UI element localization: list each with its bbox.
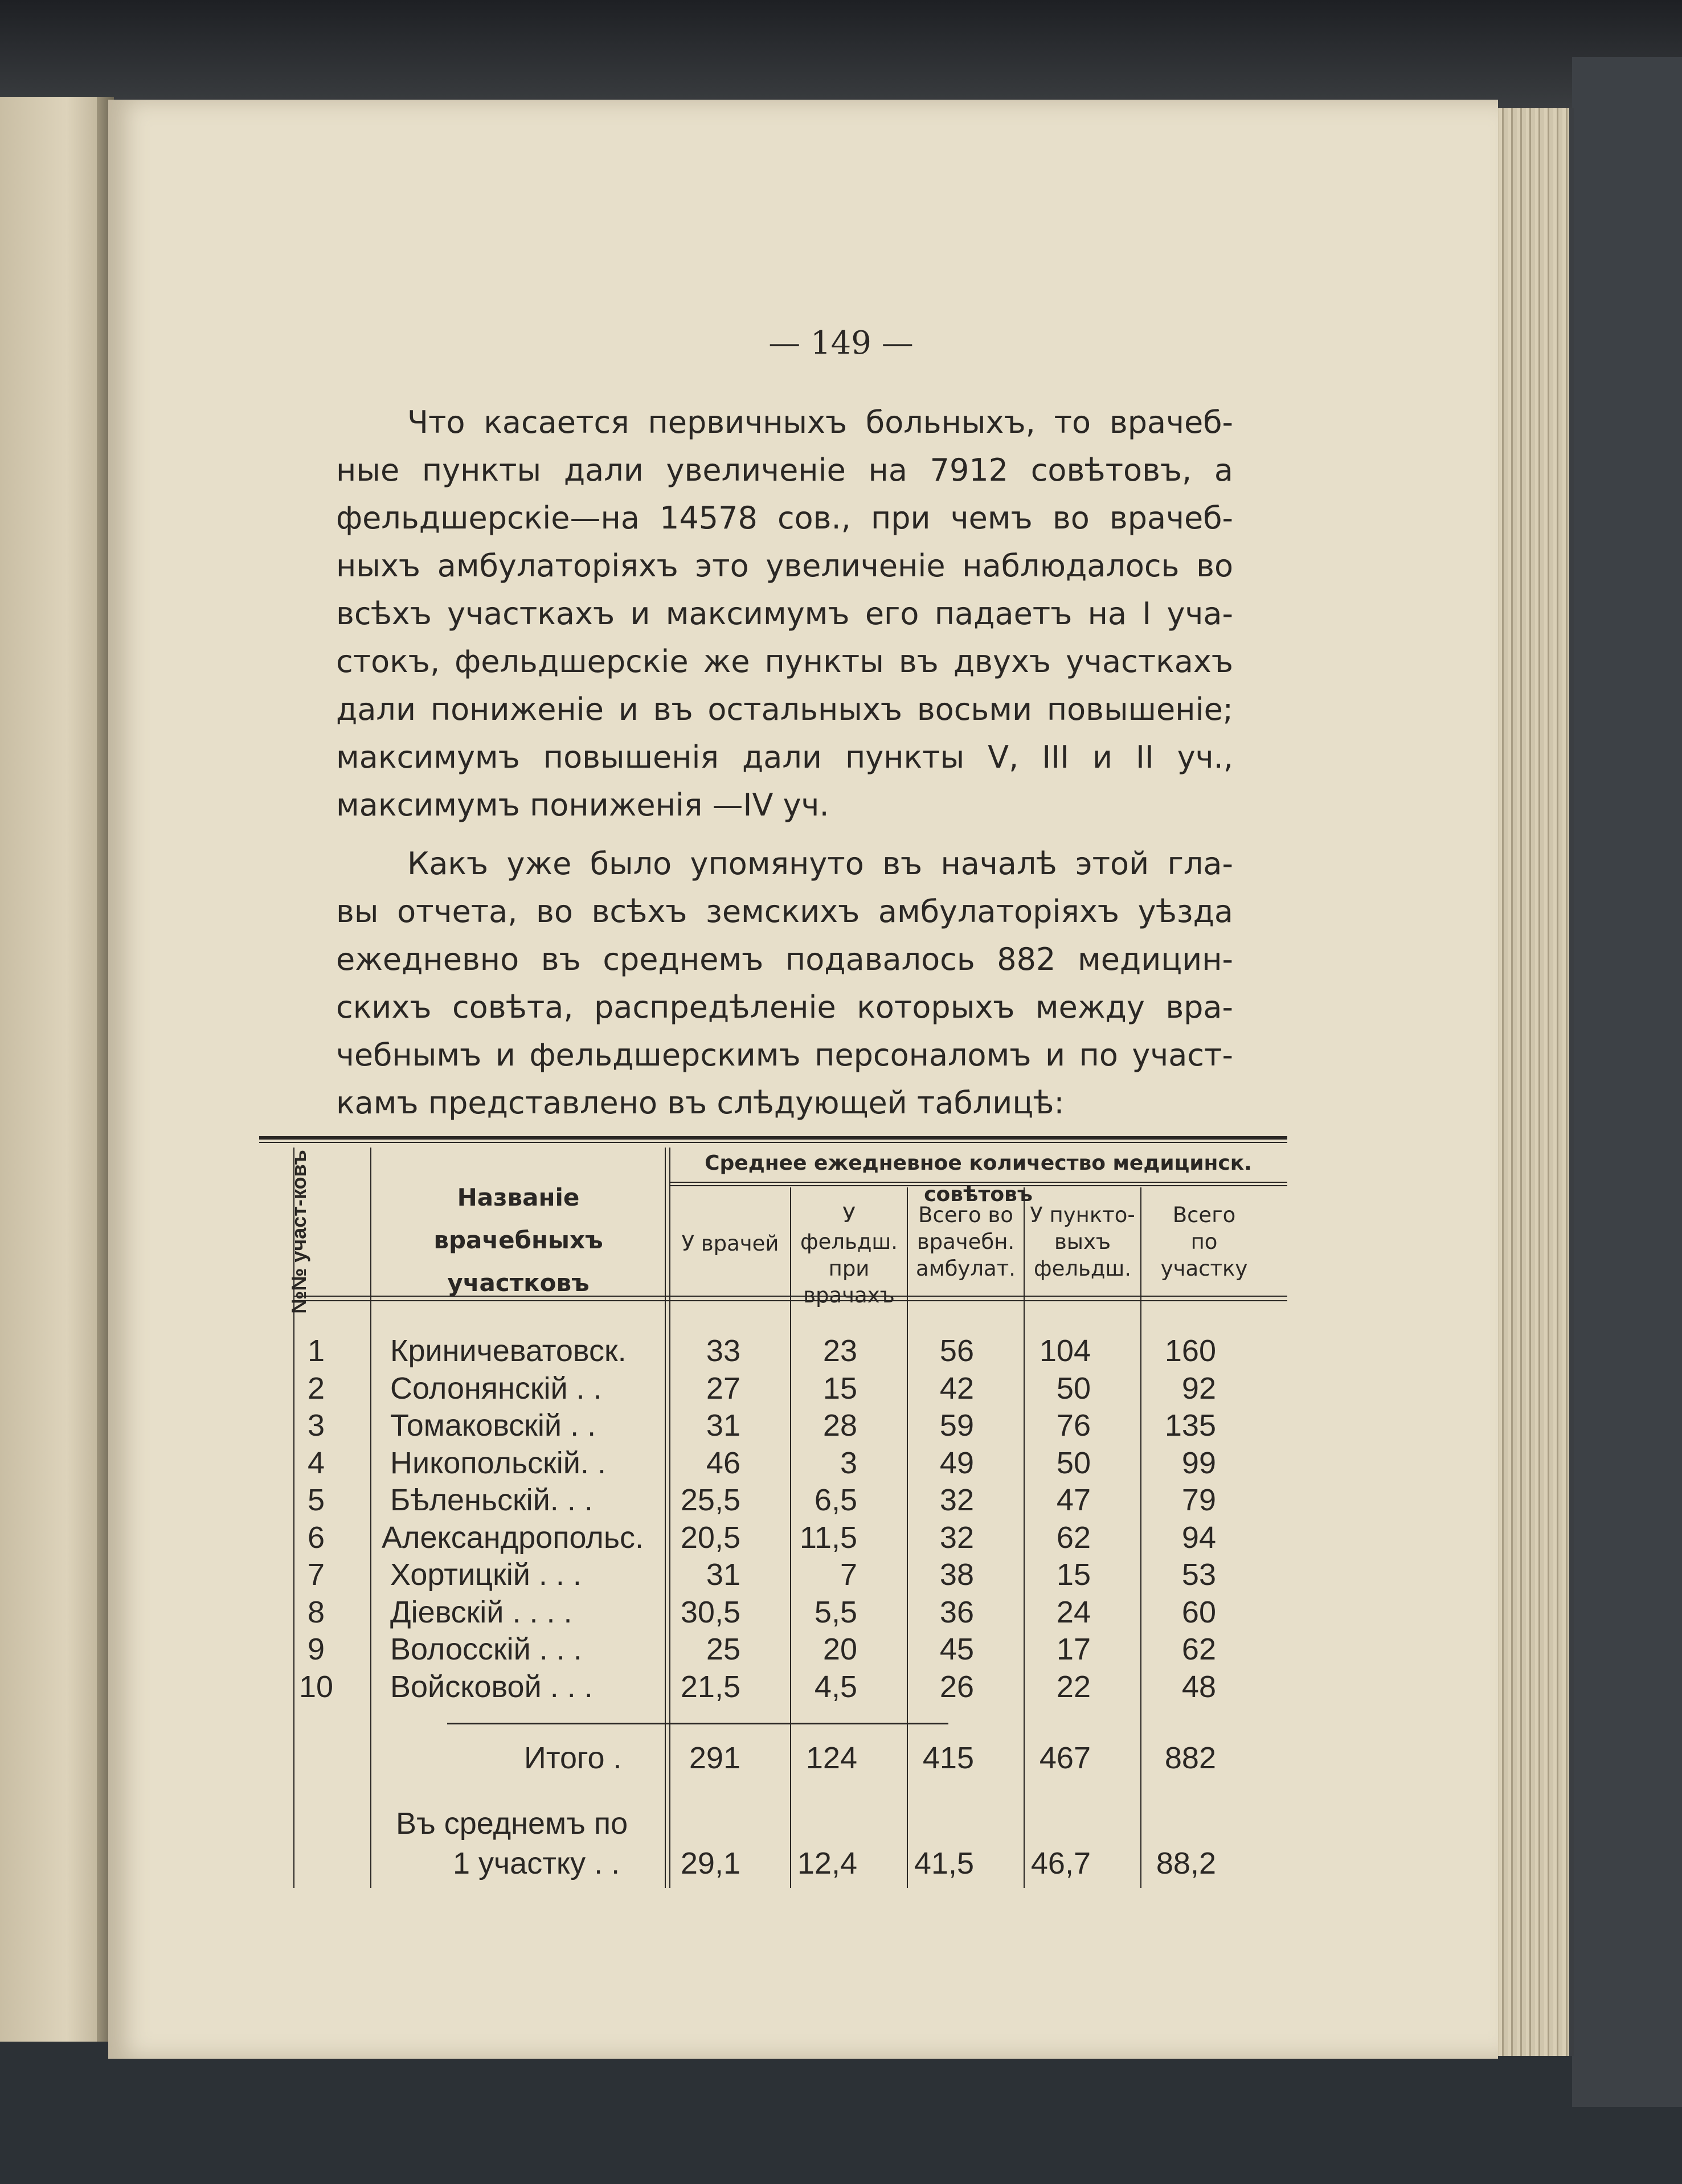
table-cell: 33 bbox=[706, 1334, 740, 1368]
header-district-name bbox=[373, 1176, 664, 1304]
table-cell: 32 bbox=[939, 1483, 974, 1517]
table-cell: 45 bbox=[939, 1632, 974, 1666]
header-line: У фельдш. bbox=[800, 1203, 898, 1254]
average-label-line2: 1 участку . . bbox=[453, 1846, 620, 1880]
district-number: 5 bbox=[307, 1483, 325, 1517]
district-name: Бѣленьскій. . . bbox=[390, 1483, 593, 1517]
table-cell: 26 bbox=[939, 1669, 974, 1704]
table-cell: 882 bbox=[1164, 1741, 1216, 1775]
table-cell: 62 bbox=[1056, 1520, 1091, 1555]
table-cell: 11,5 bbox=[799, 1520, 857, 1555]
average-row bbox=[259, 1845, 1287, 1882]
header-line: врачебн. bbox=[916, 1230, 1015, 1254]
table-cell: 29,1 bbox=[680, 1846, 740, 1880]
table-cell: 94 bbox=[1181, 1520, 1216, 1555]
header-feldsher-at-doctors bbox=[791, 1202, 907, 1309]
table-cell: 56 bbox=[939, 1334, 974, 1368]
table-row bbox=[259, 1631, 1287, 1668]
statistics-table bbox=[259, 1136, 1287, 1894]
table-cell: 99 bbox=[1181, 1445, 1216, 1480]
table-cell: 28 bbox=[822, 1408, 857, 1443]
district-name: Хортицкій . . . bbox=[390, 1558, 582, 1592]
table-cell: 124 bbox=[805, 1741, 857, 1775]
district-number: 2 bbox=[307, 1371, 325, 1406]
header-at-doctors bbox=[670, 1230, 790, 1257]
district-name: Томаковскій . . bbox=[390, 1408, 596, 1443]
table-cell: 36 bbox=[939, 1595, 974, 1629]
header-line: У врачей bbox=[681, 1231, 779, 1256]
page-number: — 149 — bbox=[768, 325, 914, 362]
table-cell: 15 bbox=[822, 1371, 857, 1406]
average-label-line1: Въ среднемъ по bbox=[396, 1806, 628, 1841]
total-rule bbox=[447, 1723, 948, 1724]
table-cell: 25 bbox=[706, 1632, 740, 1666]
table-cell: 59 bbox=[939, 1408, 974, 1443]
book-cover-right bbox=[1572, 57, 1682, 2107]
table-cell: 4,5 bbox=[814, 1669, 857, 1704]
table-cell: 31 bbox=[706, 1408, 740, 1443]
header-line: У пункто- bbox=[1030, 1203, 1135, 1227]
table-row bbox=[259, 1370, 1287, 1407]
table-cell: 291 bbox=[689, 1741, 740, 1775]
table-cell: 48 bbox=[1181, 1669, 1216, 1704]
table-cell: 47 bbox=[1056, 1483, 1091, 1517]
text-line: скихъ совѣта, распредѣленіе которыхъ между вра- bbox=[336, 989, 1233, 1025]
book-spine-top bbox=[0, 0, 1682, 108]
district-name: Никопольскій. . bbox=[390, 1445, 606, 1480]
table-row bbox=[259, 1669, 1287, 1706]
text-line: Какъ уже было упомянуто въ началѣ этой гла- bbox=[407, 846, 1233, 882]
header-district-number bbox=[282, 1149, 316, 1314]
table-cell: 49 bbox=[939, 1445, 974, 1480]
header-line: Всего bbox=[1172, 1203, 1236, 1227]
text-line: вы отчета, во всѣхъ земскихъ амбулаторіяхъ уѣзда bbox=[336, 894, 1233, 929]
district-number: 10 bbox=[298, 1669, 334, 1704]
header-total-district bbox=[1141, 1202, 1267, 1282]
table-cell: 31 bbox=[706, 1558, 740, 1592]
table-row bbox=[259, 1333, 1287, 1370]
header-line: при bbox=[828, 1256, 870, 1281]
header-point-feldshers bbox=[1025, 1202, 1140, 1282]
table-cell: 20,5 bbox=[680, 1520, 740, 1555]
district-name: Волосскій . . . bbox=[390, 1632, 582, 1666]
table-cell: 23 bbox=[822, 1334, 857, 1368]
table-cell: 22 bbox=[1056, 1669, 1091, 1704]
text-line: всѣхъ участкахъ и максимумъ его падаетъ на I уча- bbox=[336, 596, 1233, 632]
header-line: врачахъ bbox=[803, 1283, 895, 1308]
header-group: Среднее ежедневное количество медицинск. совѣтовъ bbox=[705, 1152, 1252, 1206]
text-line: ежедневно въ среднемъ подавалось 882 медицин- bbox=[336, 941, 1233, 977]
paragraph-2 bbox=[336, 840, 1233, 1127]
table-cell: 135 bbox=[1164, 1408, 1216, 1443]
table-cell: 27 bbox=[706, 1371, 740, 1406]
table-cell: 42 bbox=[939, 1371, 974, 1406]
text-line: фельдшерскіе—на 14578 сов., при чемъ во врачеб- bbox=[336, 500, 1233, 536]
district-name: Солонянскій . . bbox=[390, 1371, 602, 1406]
text-line: чебнымъ и фельдшерскимъ персоналомъ и по участ- bbox=[336, 1037, 1233, 1073]
table-cell: 79 bbox=[1181, 1483, 1216, 1517]
table-cell: 32 bbox=[939, 1520, 974, 1555]
district-name: Войсковой . . . bbox=[390, 1669, 593, 1704]
district-number: 9 bbox=[307, 1632, 325, 1666]
table-cell: 60 bbox=[1181, 1595, 1216, 1629]
district-name: Діевскій . . . . bbox=[390, 1595, 572, 1629]
header-total-doctor-clinics bbox=[908, 1202, 1024, 1282]
header-line: Всего во bbox=[918, 1203, 1013, 1227]
table-cell: 467 bbox=[1039, 1741, 1091, 1775]
table-cell: 3 bbox=[840, 1445, 857, 1480]
table-cell: 46 bbox=[706, 1445, 740, 1480]
table-cell: 12,4 bbox=[797, 1846, 857, 1880]
text-line: дали пониженіе и въ остальныхъ восьми повышеніе; bbox=[336, 691, 1233, 727]
header-district-number-text: №№ участ-ковъ bbox=[287, 1149, 310, 1314]
header-line: фельдш. bbox=[1033, 1256, 1132, 1281]
table-cell: 24 bbox=[1056, 1595, 1091, 1629]
header-line: по bbox=[1190, 1230, 1218, 1254]
table-cell: 17 bbox=[1056, 1632, 1091, 1666]
table-top-rule-thin bbox=[259, 1142, 1287, 1143]
table-row bbox=[259, 1445, 1287, 1482]
table-row bbox=[259, 1482, 1287, 1519]
table-cell: 50 bbox=[1056, 1371, 1091, 1406]
average-label-row bbox=[259, 1805, 1287, 1842]
header-name-line1: Названіе врачебныхъ bbox=[433, 1183, 603, 1254]
table-cell: 38 bbox=[939, 1558, 974, 1592]
table-cell: 50 bbox=[1056, 1445, 1091, 1480]
district-name: Криничеватовск. bbox=[390, 1334, 627, 1368]
table-cell: 88,2 bbox=[1156, 1846, 1216, 1880]
table-cell: 76 bbox=[1056, 1408, 1091, 1443]
paragraph-1 bbox=[336, 399, 1233, 829]
table-cell: 41,5 bbox=[914, 1846, 974, 1880]
text-line: ные пункты дали увеличеніе на 7912 совѣтовъ, а bbox=[336, 452, 1233, 488]
header-line: выхъ bbox=[1054, 1230, 1111, 1254]
table-cell: 104 bbox=[1039, 1334, 1091, 1368]
district-number: 1 bbox=[307, 1334, 325, 1368]
table-row bbox=[259, 1407, 1287, 1444]
left-page-fragment bbox=[0, 97, 111, 2042]
table-row bbox=[259, 1519, 1287, 1556]
district-number: 3 bbox=[307, 1408, 325, 1443]
district-name: Александропольс. bbox=[382, 1520, 644, 1555]
table-cell: 46,7 bbox=[1030, 1846, 1091, 1880]
table-cell: 30,5 bbox=[680, 1595, 740, 1629]
text-line: максимумъ повышенія дали пункты V, III и II уч., bbox=[336, 739, 1233, 775]
table-cell: 53 bbox=[1181, 1558, 1216, 1592]
text-line: ныхъ амбулаторіяхъ это увеличеніе наблюдалось во bbox=[336, 548, 1233, 584]
text-line: камъ представлено въ слѣдующей таблицѣ: bbox=[336, 1085, 1065, 1121]
table-cell: 7 bbox=[840, 1558, 857, 1592]
header-line: амбулат. bbox=[916, 1256, 1016, 1281]
text-line: максимумъ пониженія —IV уч. bbox=[336, 787, 829, 823]
district-number: 7 bbox=[307, 1558, 325, 1592]
district-number: 4 bbox=[307, 1445, 325, 1480]
table-cell: 160 bbox=[1164, 1334, 1216, 1368]
page-stack-edges bbox=[1489, 108, 1574, 2056]
table-cell: 25,5 bbox=[680, 1483, 740, 1517]
table-row bbox=[259, 1594, 1287, 1631]
table-cell: 20 bbox=[822, 1632, 857, 1666]
district-number: 6 bbox=[307, 1520, 325, 1555]
table-top-rule bbox=[259, 1136, 1287, 1140]
total-label: Итого . bbox=[524, 1741, 622, 1775]
total-row bbox=[259, 1740, 1287, 1777]
table-cell: 6,5 bbox=[814, 1483, 857, 1517]
text-line: стокъ, фельдшерскіе же пункты въ двухъ участкахъ bbox=[336, 644, 1233, 679]
table-cell: 62 bbox=[1181, 1632, 1216, 1666]
table-row bbox=[259, 1556, 1287, 1593]
table-cell: 415 bbox=[922, 1741, 974, 1775]
table-cell: 15 bbox=[1056, 1558, 1091, 1592]
header-line: участку bbox=[1160, 1256, 1248, 1281]
table-cell: 5,5 bbox=[814, 1595, 857, 1629]
district-number: 8 bbox=[307, 1595, 325, 1629]
table-cell: 92 bbox=[1181, 1371, 1216, 1406]
header-name-line2: участковъ bbox=[447, 1269, 590, 1297]
table-cell: 21,5 bbox=[680, 1669, 740, 1704]
text-line: Что касается первичныхъ больныхъ, то врачеб- bbox=[407, 404, 1233, 440]
